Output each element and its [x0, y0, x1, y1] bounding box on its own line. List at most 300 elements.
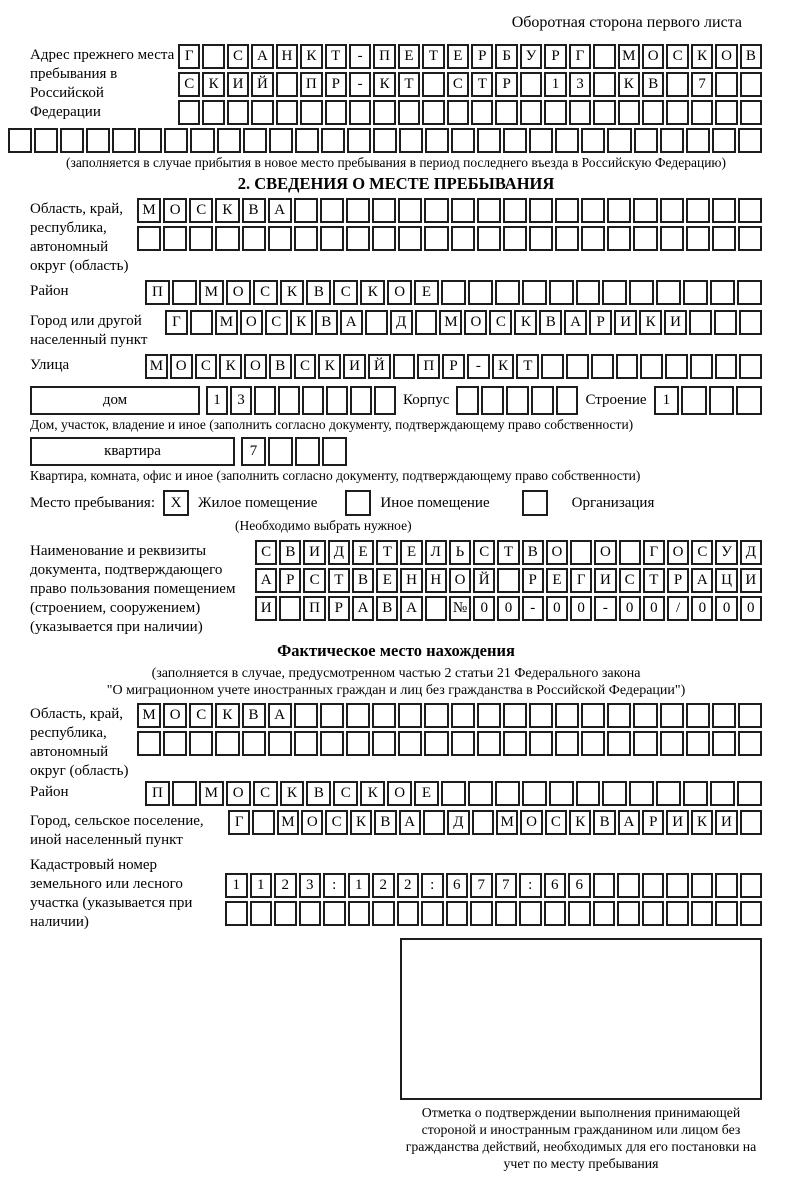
option-inoe-label: Иное помещение	[380, 494, 490, 511]
char-box: Т	[398, 72, 420, 97]
char-box	[320, 226, 344, 251]
char-box	[556, 386, 579, 415]
char-box	[202, 100, 224, 125]
dom-caption: Дом, участок, владение и иное (заполнить согласно документу, подтверждающему право собственности)	[30, 417, 634, 432]
char-box	[633, 198, 657, 223]
char-box: 1	[225, 873, 248, 898]
char-box	[372, 731, 396, 756]
char-box	[424, 198, 448, 223]
char-box: Е	[447, 44, 469, 69]
char-box	[519, 901, 542, 926]
char-box: М	[145, 354, 168, 379]
char-row	[137, 703, 762, 728]
stamp-caption: Отметка о подтверждении выполнения принимающей стороной и иностранным гражданином или лицом без гражданства действий, необходимых для его постановки на учет по месту пребывания	[405, 1105, 757, 1171]
char-box: Е	[398, 44, 420, 69]
char-box: 0	[715, 596, 737, 621]
char-box	[269, 128, 293, 153]
char-box	[422, 100, 444, 125]
char-box	[642, 873, 665, 898]
char-box: К	[569, 810, 591, 835]
char-box: Т	[516, 354, 539, 379]
char-box	[617, 873, 640, 898]
char-box	[320, 703, 344, 728]
oblast-section	[30, 198, 762, 276]
char-box	[472, 810, 494, 835]
char-box: -	[349, 44, 371, 69]
char-box	[740, 100, 762, 125]
char-box: К	[514, 310, 537, 335]
char-box	[602, 280, 627, 305]
char-box: С	[619, 568, 641, 593]
char-box	[268, 437, 293, 466]
char-box	[691, 100, 713, 125]
kadastr-section	[30, 854, 762, 932]
char-box	[740, 810, 762, 835]
char-box: С	[189, 703, 213, 728]
char-box	[506, 386, 529, 415]
char-box: 6	[446, 873, 469, 898]
char-box	[268, 731, 292, 756]
char-box	[715, 72, 737, 97]
char-box	[215, 226, 239, 251]
checkbox-zhiloe: X	[163, 490, 189, 516]
char-box	[323, 901, 346, 926]
char-box	[710, 781, 735, 806]
char-box: 1	[206, 386, 228, 415]
stamp-box	[400, 938, 762, 1100]
char-box	[581, 703, 605, 728]
fact-rayon-section	[30, 781, 762, 806]
char-box	[86, 128, 110, 153]
char-box	[399, 128, 423, 153]
char-box	[164, 128, 188, 153]
char-box	[683, 781, 708, 806]
char-box	[477, 128, 501, 153]
char-box: К	[318, 354, 341, 379]
char-box	[555, 128, 579, 153]
char-box	[710, 280, 735, 305]
char-box: 3	[230, 386, 252, 415]
char-box	[593, 100, 615, 125]
char-box	[691, 901, 714, 926]
char-box	[686, 226, 710, 251]
char-box	[683, 280, 708, 305]
char-box	[503, 198, 527, 223]
char-box	[660, 198, 684, 223]
char-box: 0	[643, 596, 665, 621]
char-box	[529, 703, 553, 728]
char-box: П	[417, 354, 440, 379]
char-box: Е	[400, 540, 422, 565]
char-box	[227, 100, 249, 125]
option-zhiloe-label: Жилое помещение	[198, 494, 318, 511]
char-row	[137, 198, 762, 223]
char-box: К	[691, 810, 713, 835]
char-box	[660, 703, 684, 728]
char-box	[555, 198, 579, 223]
char-box	[529, 128, 553, 153]
char-box	[529, 198, 553, 223]
char-box	[477, 731, 501, 756]
char-box	[415, 310, 438, 335]
char-box: Л	[425, 540, 447, 565]
char-box: И	[740, 568, 762, 593]
char-box: Р	[589, 310, 612, 335]
char-box	[34, 128, 58, 153]
char-box	[740, 873, 763, 898]
char-box	[690, 354, 713, 379]
char-box: У	[715, 540, 737, 565]
char-box	[451, 226, 475, 251]
char-row	[145, 354, 762, 379]
char-box: О	[226, 280, 251, 305]
char-box	[660, 128, 684, 153]
char-box	[441, 280, 466, 305]
char-box: Р	[471, 44, 493, 69]
char-box	[555, 731, 579, 756]
char-box	[712, 703, 736, 728]
char-box: А	[268, 703, 292, 728]
char-box	[495, 280, 520, 305]
char-box	[660, 226, 684, 251]
char-box	[60, 128, 84, 153]
char-box	[373, 100, 395, 125]
char-box: А	[400, 596, 422, 621]
char-box	[349, 100, 371, 125]
char-box: А	[399, 810, 421, 835]
char-box	[137, 226, 161, 251]
char-box	[715, 354, 738, 379]
char-box: А	[255, 568, 277, 593]
char-box	[477, 703, 501, 728]
char-box: С	[303, 568, 325, 593]
char-box: О	[449, 568, 471, 593]
char-box	[529, 226, 553, 251]
char-box	[616, 354, 639, 379]
char-box	[425, 596, 447, 621]
char-box: С	[545, 810, 567, 835]
char-box	[225, 901, 248, 926]
char-box: М	[277, 810, 299, 835]
char-row	[145, 280, 762, 305]
char-box	[451, 731, 475, 756]
char-box	[477, 198, 501, 223]
char-box: К	[618, 72, 640, 97]
char-box	[393, 354, 416, 379]
char-box	[503, 703, 527, 728]
char-box: Т	[376, 540, 398, 565]
fact-gorod-label: Город, сельское поселение, иной населенный пункт	[30, 813, 204, 848]
char-box: В	[593, 810, 615, 835]
char-box	[660, 731, 684, 756]
char-box	[242, 731, 266, 756]
char-box	[471, 100, 493, 125]
char-box	[254, 386, 276, 415]
char-row	[137, 226, 762, 251]
char-box: П	[145, 280, 170, 305]
char-box	[633, 226, 657, 251]
char-box: Е	[352, 540, 374, 565]
char-box: О	[170, 354, 193, 379]
char-box: Г	[570, 568, 592, 593]
char-box: Р	[442, 354, 465, 379]
char-box	[398, 703, 422, 728]
char-box: 1	[250, 873, 273, 898]
char-box: О	[301, 810, 323, 835]
char-box: 0	[570, 596, 592, 621]
char-box	[544, 901, 567, 926]
char-box: Р	[544, 44, 566, 69]
char-box: 2	[397, 873, 420, 898]
char-box	[422, 72, 444, 97]
char-box: Р	[667, 568, 689, 593]
ulitsa-section	[30, 354, 762, 379]
char-box	[251, 100, 273, 125]
char-box: Б	[495, 44, 517, 69]
char-box: К	[290, 310, 313, 335]
char-box	[686, 198, 710, 223]
char-box	[322, 437, 347, 466]
char-box	[373, 128, 397, 153]
char-row	[228, 810, 762, 835]
char-box: К	[300, 44, 322, 69]
char-box: А	[618, 810, 640, 835]
prev-address-rows	[178, 44, 762, 125]
char-row	[255, 596, 762, 621]
mesto-section	[30, 490, 762, 516]
gorod-label: Город или другой населенный пункт	[30, 313, 148, 348]
rayon-section	[30, 280, 762, 305]
doc-label: Наименование и реквизиты документа, подтверждающего право пользования помещением (строением, сооружением) (указывается при наличии)	[30, 543, 236, 635]
char-box	[320, 198, 344, 223]
char-box	[398, 226, 422, 251]
char-box: В	[279, 540, 301, 565]
char-box	[276, 72, 298, 97]
char-box: Р	[495, 72, 517, 97]
char-box: №	[449, 596, 471, 621]
page-header-note: Оборотная сторона первого листа	[511, 14, 742, 31]
char-box: 2	[274, 873, 297, 898]
char-box	[666, 901, 689, 926]
char-box: Р	[325, 72, 347, 97]
char-box: Т	[325, 44, 347, 69]
char-box	[299, 901, 322, 926]
char-box: В	[376, 596, 398, 621]
char-box: И	[227, 72, 249, 97]
char-box	[372, 901, 395, 926]
char-box	[738, 703, 762, 728]
char-box	[495, 781, 520, 806]
rayon-label: Район	[30, 283, 69, 299]
char-box	[629, 280, 654, 305]
char-box: 0	[691, 596, 713, 621]
char-box	[295, 128, 319, 153]
char-box: М	[199, 781, 224, 806]
char-box	[294, 198, 318, 223]
char-box: И	[666, 810, 688, 835]
char-box: /	[667, 596, 689, 621]
char-box	[737, 280, 762, 305]
char-box	[640, 354, 663, 379]
char-box: К	[373, 72, 395, 97]
char-box: М	[137, 703, 161, 728]
char-box	[739, 310, 762, 335]
fact-oblast-label: Область, край, республика, автономный округ (область)	[30, 706, 129, 779]
char-box: 7	[470, 873, 493, 898]
char-box	[541, 354, 564, 379]
char-row	[225, 873, 762, 898]
char-box: Н	[276, 44, 298, 69]
char-box	[686, 731, 710, 756]
char-box: Т	[328, 568, 350, 593]
fact-gorod-section	[30, 810, 762, 850]
char-box: Г	[178, 44, 200, 69]
doc-rows	[255, 540, 762, 621]
char-box	[740, 901, 763, 926]
char-box	[425, 128, 449, 153]
char-box: Е	[414, 280, 439, 305]
char-box	[365, 310, 388, 335]
char-box	[520, 72, 542, 97]
char-box	[591, 354, 614, 379]
char-box: Г	[165, 310, 188, 335]
char-box	[607, 226, 631, 251]
char-box: :	[323, 873, 346, 898]
char-box	[618, 100, 640, 125]
char-box: 0	[740, 596, 762, 621]
char-box	[549, 781, 574, 806]
fact-note-line2: "О миграционном учете иностранных граждан и лиц без гражданства в Российской Федерации")	[106, 683, 686, 698]
char-box: А	[691, 568, 713, 593]
char-box: О	[464, 310, 487, 335]
char-box: Т	[471, 72, 493, 97]
char-box	[736, 386, 762, 415]
stamp-area	[400, 938, 762, 1172]
char-box	[294, 226, 318, 251]
char-box	[738, 731, 762, 756]
char-box: О	[163, 198, 187, 223]
char-box: С	[447, 72, 469, 97]
char-box: Ц	[715, 568, 737, 593]
char-box	[326, 386, 348, 415]
char-box	[278, 386, 300, 415]
char-box: И	[594, 568, 616, 593]
char-row	[178, 100, 762, 125]
char-box: :	[421, 873, 444, 898]
char-box	[503, 226, 527, 251]
char-box	[320, 731, 344, 756]
mesto-label: Место пребывания:	[30, 494, 155, 511]
char-box	[529, 731, 553, 756]
char-box	[715, 100, 737, 125]
char-box	[607, 128, 631, 153]
char-box: С	[178, 72, 200, 97]
char-box	[477, 226, 501, 251]
char-box	[520, 100, 542, 125]
char-box: С	[691, 540, 713, 565]
char-box	[715, 873, 738, 898]
char-box: В	[315, 310, 338, 335]
char-box	[602, 781, 627, 806]
char-box	[607, 731, 631, 756]
char-box: 0	[473, 596, 495, 621]
char-box	[656, 280, 681, 305]
char-box	[217, 128, 241, 153]
char-box	[279, 596, 301, 621]
dom-section	[30, 386, 762, 415]
char-box	[202, 44, 224, 69]
char-box	[423, 810, 445, 835]
char-row	[137, 731, 762, 756]
char-box: К	[639, 310, 662, 335]
char-box	[581, 731, 605, 756]
char-box	[446, 901, 469, 926]
char-box	[712, 731, 736, 756]
char-box	[481, 386, 504, 415]
char-box	[172, 280, 197, 305]
char-box: П	[300, 72, 322, 97]
char-box	[424, 226, 448, 251]
kvartira-field-box: квартира	[30, 437, 235, 466]
char-box	[189, 731, 213, 756]
char-box: О	[642, 44, 664, 69]
char-box	[503, 128, 527, 153]
char-box: -	[522, 596, 544, 621]
char-box	[738, 128, 762, 153]
char-box: А	[340, 310, 363, 335]
char-box	[372, 703, 396, 728]
char-box	[421, 901, 444, 926]
char-box: К	[202, 72, 224, 97]
char-box	[294, 703, 318, 728]
char-box	[302, 386, 324, 415]
char-box	[739, 354, 762, 379]
char-box: Д	[328, 540, 350, 565]
char-box: Й	[368, 354, 391, 379]
char-box	[137, 731, 161, 756]
char-box: К	[280, 781, 305, 806]
kvartira-section	[30, 437, 762, 466]
char-box	[642, 100, 664, 125]
char-box: Й	[473, 568, 495, 593]
section2-title: 2. СВЕДЕНИЯ О МЕСТЕ ПРЕБЫВАНИЯ	[237, 174, 555, 193]
char-box: -	[594, 596, 616, 621]
char-box: 3	[569, 72, 591, 97]
char-box: У	[520, 44, 542, 69]
char-box: К	[219, 354, 242, 379]
char-box: С	[333, 781, 358, 806]
fact-rayon-label: Район	[30, 784, 69, 800]
char-box: С	[189, 198, 213, 223]
dom-field-box: дом	[30, 386, 200, 415]
char-box: В	[642, 72, 664, 97]
char-box: 3	[299, 873, 322, 898]
mesto-caption: (Необходимо выбрать нужное)	[235, 518, 412, 533]
char-box: К	[215, 703, 239, 728]
char-box: О	[387, 280, 412, 305]
char-box: Д	[447, 810, 469, 835]
char-box	[607, 198, 631, 223]
char-box	[242, 226, 266, 251]
char-row	[178, 44, 762, 69]
char-box: Н	[425, 568, 447, 593]
char-box: К	[360, 280, 385, 305]
char-box: О	[546, 540, 568, 565]
char-box	[274, 901, 297, 926]
char-box: В	[740, 44, 762, 69]
char-box: С	[666, 44, 688, 69]
char-box: К	[215, 198, 239, 223]
